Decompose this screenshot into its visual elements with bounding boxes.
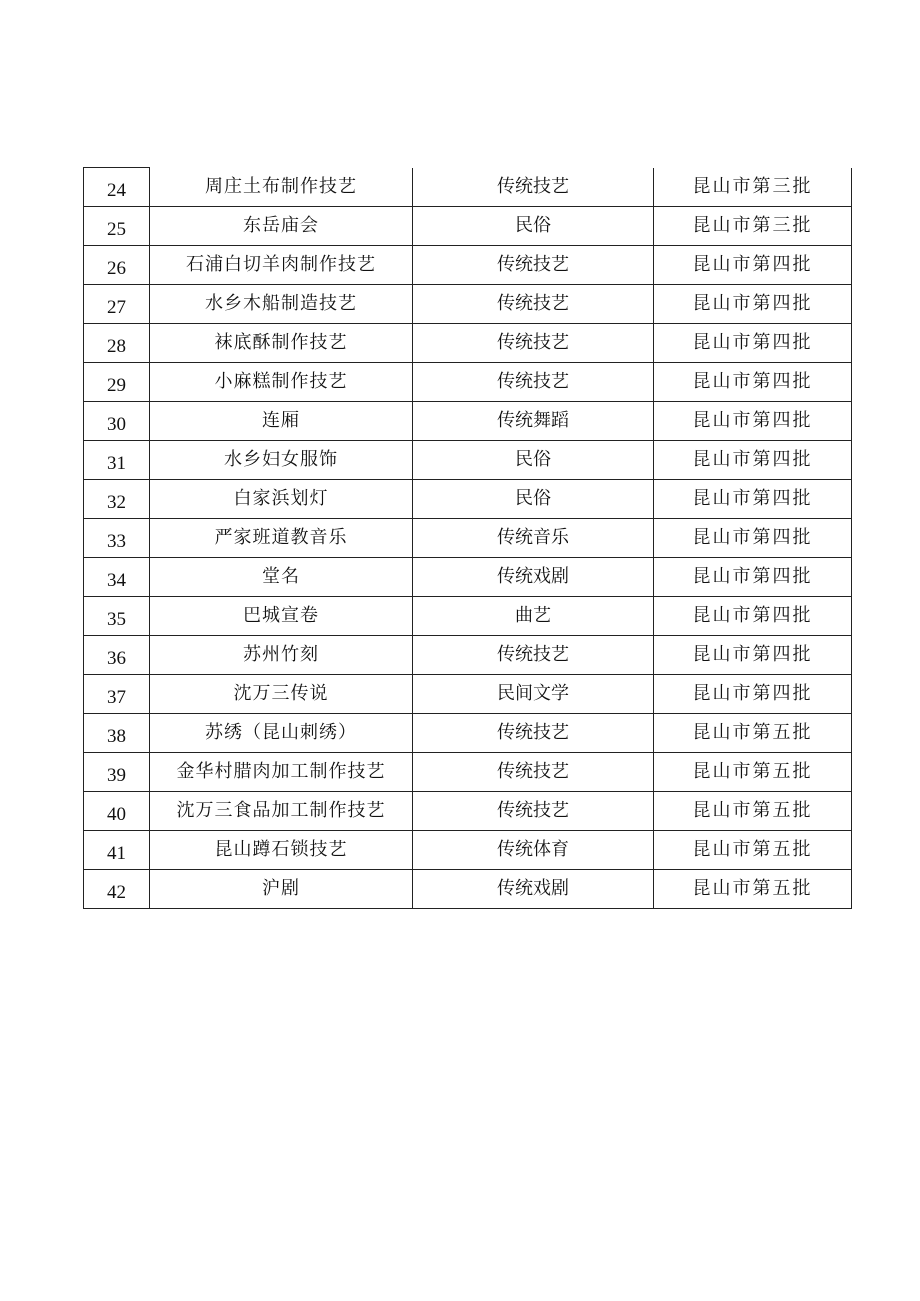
item-name-cell [150,246,413,285]
batch-cell [654,753,852,792]
batch-text: 昆山市第四批 [692,566,813,587]
category-cell: 传统音乐 [413,519,654,558]
item-name-cell [150,792,413,831]
category-cell: 传统戏剧 [413,558,654,597]
item-name-text: 东岳庙会 [243,215,319,236]
table-body [84,168,852,909]
item-name-text: 沈万三传说 [233,683,329,704]
batch-text: 昆山市第五批 [692,839,813,860]
batch-cell [654,831,852,870]
table-row [84,246,852,285]
item-name-text: 严家班道教音乐 [214,527,348,548]
batch-cell [654,480,852,519]
batch-cell [654,363,852,402]
row-number-cell: 37 [84,675,150,714]
item-name-text: 白家浜划灯 [233,488,329,509]
item-name-cell [150,831,413,870]
category-cell: 传统技艺 [413,753,654,792]
batch-text: 昆山市第五批 [692,761,813,782]
batch-text: 昆山市第四批 [692,644,813,665]
row-number-cell: 42 [84,870,150,909]
batch-cell [654,597,852,636]
batch-text: 昆山市第三批 [692,215,813,236]
batch-cell [654,168,852,207]
item-name-cell [150,207,413,246]
category-cell: 传统技艺 [413,246,654,285]
table-row [84,675,852,714]
item-name-cell [150,558,413,597]
item-name-text: 苏州竹刻 [243,644,319,665]
batch-cell [654,714,852,753]
table-row [84,558,852,597]
row-number-cell: 35 [84,597,150,636]
table-row [84,753,852,792]
row-number-cell: 39 [84,753,150,792]
item-name-cell [150,519,413,558]
row-number-cell: 28 [84,324,150,363]
batch-cell [654,675,852,714]
category-cell: 传统技艺 [413,714,654,753]
item-name-text: 袜底酥制作技艺 [214,332,348,353]
table-row [84,363,852,402]
category-cell: 民俗 [413,480,654,519]
batch-text: 昆山市第四批 [692,371,813,392]
table-row [84,636,852,675]
batch-text: 昆山市第四批 [692,254,813,275]
item-name-text: 沪剧 [262,878,300,899]
item-name-cell [150,168,413,207]
batch-cell [654,402,852,441]
row-number-cell: 38 [84,714,150,753]
batch-text: 昆山市第五批 [692,800,813,821]
table-row [84,402,852,441]
row-number-cell: 27 [84,285,150,324]
item-name-text: 昆山蹲石锁技艺 [214,839,348,860]
batch-text: 昆山市第四批 [692,605,813,626]
category-cell: 民间文学 [413,675,654,714]
batch-text: 昆山市第四批 [692,488,813,509]
row-number-cell: 26 [84,246,150,285]
row-number-cell: 29 [84,363,150,402]
item-name-cell [150,363,413,402]
category-cell: 传统舞蹈 [413,402,654,441]
batch-cell [654,285,852,324]
item-name-text: 巴城宣卷 [243,605,319,626]
table-row [84,831,852,870]
row-number-cell: 41 [84,831,150,870]
row-number-cell: 40 [84,792,150,831]
item-name-cell [150,753,413,792]
row-number-cell: 25 [84,207,150,246]
batch-text: 昆山市第四批 [692,449,813,470]
item-name-text: 水乡妇女服饰 [224,449,338,470]
item-name-cell [150,402,413,441]
item-name-text: 苏绣（昆山刺绣） [205,722,357,743]
row-number-cell: 32 [84,480,150,519]
table-row [84,714,852,753]
batch-cell [654,870,852,909]
category-cell: 民俗 [413,441,654,480]
batch-cell [654,207,852,246]
batch-text: 昆山市第四批 [692,527,813,548]
item-name-text: 石浦白切羊肉制作技艺 [186,254,376,275]
batch-cell [654,636,852,675]
table-row [84,168,852,207]
batch-text: 昆山市第五批 [692,722,813,743]
table-row [84,207,852,246]
batch-text: 昆山市第五批 [692,878,813,899]
batch-cell [654,558,852,597]
batch-cell [654,324,852,363]
batch-cell [654,792,852,831]
item-name-cell [150,636,413,675]
table-row [84,441,852,480]
category-cell: 传统技艺 [413,636,654,675]
row-number-cell: 30 [84,402,150,441]
batch-text: 昆山市第三批 [692,175,813,197]
row-number-cell: 31 [84,441,150,480]
item-name-cell [150,870,413,909]
row-number-cell: 34 [84,558,150,597]
category-cell: 传统技艺 [413,363,654,402]
batch-text: 昆山市第四批 [692,683,813,704]
table-row [84,324,852,363]
item-name-cell [150,480,413,519]
item-name-text: 小麻糕制作技艺 [214,371,348,392]
batch-text: 昆山市第四批 [692,293,813,314]
category-cell: 传统技艺 [413,168,654,207]
item-name-cell [150,675,413,714]
row-number-cell: 33 [84,519,150,558]
category-cell: 曲艺 [413,597,654,636]
item-name-text: 金华村腊肉加工制作技艺 [176,761,386,782]
table-row [84,519,852,558]
table-row [84,597,852,636]
item-name-text: 连厢 [262,410,300,431]
item-name-text: 沈万三食品加工制作技艺 [176,800,386,821]
item-name-text: 周庄土布制作技艺 [205,175,357,197]
item-name-cell [150,714,413,753]
category-cell: 传统体育 [413,831,654,870]
table-row [84,480,852,519]
category-cell: 民俗 [413,207,654,246]
item-name-text: 堂名 [262,566,300,587]
batch-text: 昆山市第四批 [692,332,813,353]
batch-cell [654,441,852,480]
item-name-cell [150,324,413,363]
category-cell: 传统戏剧 [413,870,654,909]
item-name-cell [150,285,413,324]
category-cell: 传统技艺 [413,285,654,324]
item-name-cell [150,597,413,636]
item-name-cell [150,441,413,480]
table-row [84,792,852,831]
batch-cell [654,519,852,558]
batch-text: 昆山市第四批 [692,410,813,431]
batch-cell [654,246,852,285]
item-name-text: 水乡木船制造技艺 [205,293,357,314]
row-number-cell: 24 [84,168,150,207]
category-cell: 传统技艺 [413,792,654,831]
table-row [84,870,852,909]
table-row [84,285,852,324]
category-cell: 传统技艺 [413,324,654,363]
row-number-cell: 36 [84,636,150,675]
heritage-list-table [83,167,852,909]
